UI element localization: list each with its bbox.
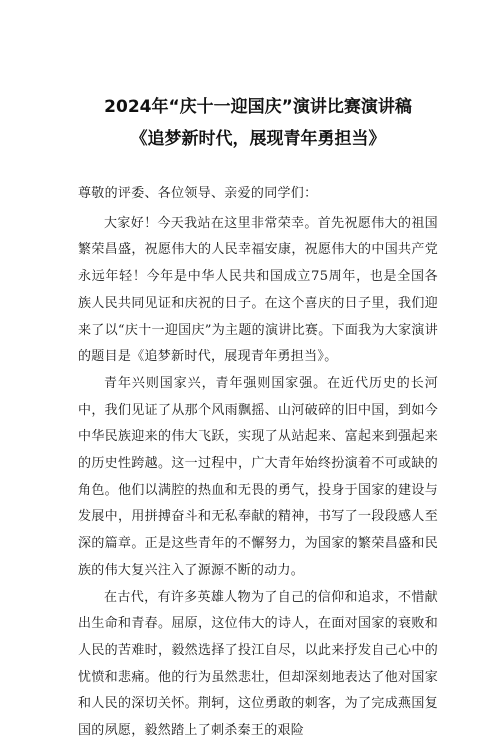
paragraph-1: 大家好！今天我站在这里非常荣幸。首先祝愿伟大的祖国繁荣昌盛，祝愿伟大的人民幸福安康，祝愿伟大的中国共产党永远年轻！今年是中华人民共和国成立75周年，也是全国各族人民共同见证和庆祝的日子。在这个喜庆的日子里，我们迎来了以“庆十一迎国庆”为主题的演讲比赛。下面我为大家演讲的题目是《追梦新时代，展现青年勇担当》。 (78, 215, 438, 365)
document-subtitle: 《追梦新时代，展现青年勇担当》 (130, 129, 386, 149)
title-block (78, 0, 438, 153)
salutation: 尊敬的评委、各位领导、亲爱的同学们： (78, 186, 318, 201)
paragraph-3: 在古代，有许多英雄人物为了自己的信仰和追求，不惜献出生命和青春。屈原，这位伟大的诗人，在面对国家的衰败和人民的苦难时，毅然选择了投江自尽，以此来抒发自己心中的忧愤和悲痛。他的行为虽然悲壮，但却深刻地表达了他对国家和人民的深切关怀。荆轲，这位勇敢的刺客，为了完成燕国复国的夙愿，毅然踏上了刺杀秦王的艰险 (78, 589, 438, 739)
paragraph-2: 青年兴则国家兴，青年强则国家强。在近代历史的长河中，我们见证了从那个风雨飘摇、山河破碎的旧中国，到如今中华民族迎来的伟大飞跃，实现了从站起来、富起来到强起来的历史性跨越。这一过程中，广大青年始终扮演着不可或缺的角色。他们以满腔的热血和无畏的勇气，投身于国家的建设与发展中，用拼搏奋斗和无私奉献的精神，书写了一段段感人至深的篇章。正是这些青年的不懈努力，为国家的繁荣昌盛和民族的伟大复兴注入了源源不断的动力。 (78, 375, 438, 578)
document-title: 2024年“庆十一迎国庆”演讲比赛演讲稿 (104, 97, 412, 117)
document-body (78, 181, 438, 745)
